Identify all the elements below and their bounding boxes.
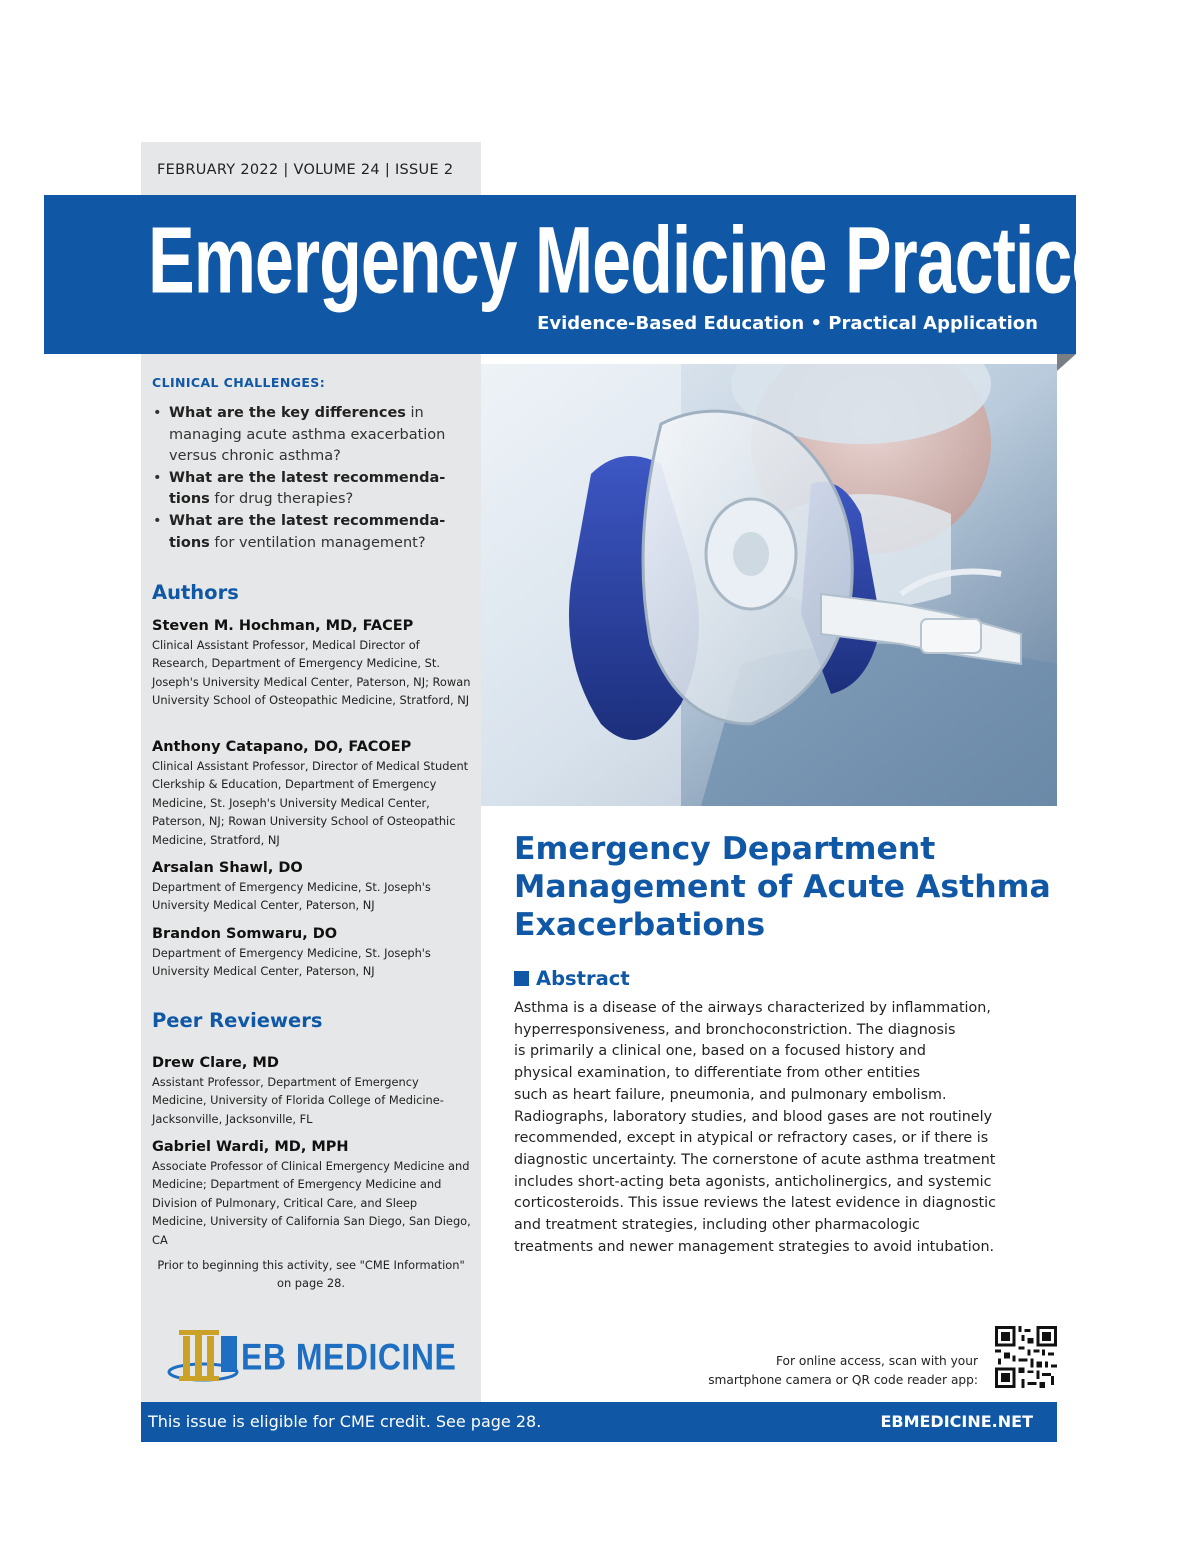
abstract-line: treatments and newer management strategies to avoid intubation. — [514, 1238, 995, 1255]
author-affiliation: Clinical Assistant Professor, Director of Medical Student Clerkship & Education, Department of Emergency Medicine, St. Joseph's University Medical Center, Paterson, NJ; Rowan University School of Osteopathic Medicine, Stratford, NJ — [152, 759, 469, 847]
cme-credit-note: This issue is eligible for CME credit. See page 28. — [148, 1412, 542, 1431]
author-entry — [152, 616, 472, 710]
author-name: Arsalan Shawl, DO — [152, 860, 303, 876]
caduceus-logo-icon — [165, 1326, 245, 1388]
square-bullet-icon — [514, 971, 529, 986]
abstract-line: such as heart failure, pneumonia, and pulmonary embolism. — [514, 1086, 947, 1103]
cme-prior-note: Prior to beginning this activity, see "CME Information" on page 28. — [157, 1258, 465, 1291]
abstract-line: includes short-acting beta agonists, anticholinergics, and systemic — [514, 1173, 992, 1190]
qr-instructions — [708, 1352, 978, 1390]
author-name: Anthony Catapano, DO, FACOEP — [152, 739, 412, 755]
qr-code-icon — [995, 1326, 1057, 1388]
author-name: Brandon Somwaru, DO — [152, 926, 338, 942]
oxygen-mask-photo-icon — [481, 364, 1057, 806]
challenge-item — [152, 403, 470, 468]
challenge-bold: What are the latest recommenda-tions — [169, 512, 446, 551]
author-name: Steven M. Hochman, MD, FACEP — [152, 618, 414, 634]
journal-title: Emergency Medicine Practice — [148, 207, 1110, 313]
abstract-line: corticosteroids. This issue reviews the latest evidence in diagnostic — [514, 1195, 996, 1212]
challenge-rest: in managing acute asthma exacerbation versus chronic asthma? — [169, 405, 446, 465]
abstract-line: Asthma is a disease of the airways characterized by inflammation, — [514, 1000, 991, 1016]
author-affiliation: Department of Emergency Medicine, St. Joseph's University Medical Center, Paterson, NJ — [152, 880, 431, 913]
qr-instructions-line: For online access, scan with your — [775, 1354, 978, 1368]
challenge-item — [152, 511, 470, 554]
abstract-line: Radiographs, laboratory studies, and blood gases are not routinely — [514, 1108, 993, 1125]
abstract-line: is primarily a clinical one, based on a focused history and — [514, 1043, 926, 1060]
article-title: Emergency Department Management of Acute Asthma Exacerbations — [514, 831, 1051, 943]
reviewer-name: Drew Clare, MD — [152, 1055, 279, 1071]
journal-tagline: Evidence-Based Education • Practical Application — [537, 313, 1038, 334]
banner-fold-corner — [1057, 354, 1076, 371]
issue-info: FEBRUARY 2022 | VOLUME 24 | ISSUE 2 — [157, 162, 454, 178]
reviewer-entry — [152, 1053, 472, 1128]
abstract-heading — [514, 967, 630, 990]
challenge-bold: What are the latest recommenda-tions — [169, 469, 446, 508]
author-entry — [152, 737, 472, 849]
abstract-line: diagnostic uncertainty. The cornerstone of acute asthma treatment — [514, 1151, 996, 1168]
challenge-rest: for drug therapies? — [209, 491, 354, 508]
author-affiliation: Department of Emergency Medicine, St. Joseph's University Medical Center, Paterson, NJ — [152, 946, 431, 979]
reviewer-affiliation: Assistant Professor, Department of Emergency Medicine, University of Florida College of Medicine-Jacksonville, Jacksonville, FL — [152, 1075, 444, 1126]
abstract-body — [514, 998, 1059, 1258]
abstract-line: and treatment strategies, including other pharmacologic — [514, 1217, 920, 1234]
logo-wordmark: EB MEDICINE — [241, 1336, 457, 1378]
author-affiliation: Clinical Assistant Professor, Medical Director of Research, Department of Emergency Medicine, St. Joseph's University Medical Center, Paterson, NJ; Rowan University School of Osteopathic Medicine, Stratford, NJ — [152, 638, 471, 708]
reviewer-name: Gabriel Wardi, MD, MPH — [152, 1139, 349, 1155]
eb-medicine-logo — [165, 1326, 465, 1388]
reviewer-entry — [152, 1137, 472, 1249]
authors-heading: Authors — [152, 581, 239, 604]
qr-instructions-line: smartphone camera or QR code reader app: — [708, 1373, 978, 1387]
reviewer-affiliation: Associate Professor of Clinical Emergency Medicine and Medicine; Department of Emergency Medicine and Division of Pulmonary, Critical Care, and Sleep Medicine, University of California San Diego, San Diego, CA — [152, 1159, 471, 1247]
peer-reviewers-heading: Peer Reviewers — [152, 1009, 323, 1032]
abstract-line: recommended, except in atypical or refractory cases, or if there is — [514, 1130, 989, 1147]
abstract-line: hyperresponsiveness, and bronchoconstriction. The diagnosis — [514, 1021, 956, 1038]
clinical-challenges-list — [152, 403, 470, 554]
clinical-challenges-heading: CLINICAL CHALLENGES: — [152, 375, 326, 390]
abstract-line: physical examination, to differentiate from other entities — [514, 1065, 921, 1082]
challenge-item — [152, 468, 470, 511]
abstract-heading-text: Abstract — [536, 967, 630, 990]
author-entry — [152, 858, 472, 915]
website-link[interactable]: EBMEDICINE.NET — [880, 1412, 1033, 1431]
qr-code[interactable] — [995, 1326, 1057, 1388]
challenge-rest: for ventilation management? — [209, 534, 426, 551]
cover-photo — [481, 364, 1057, 806]
challenge-bold: What are the key differences — [169, 405, 406, 421]
author-entry — [152, 924, 472, 981]
